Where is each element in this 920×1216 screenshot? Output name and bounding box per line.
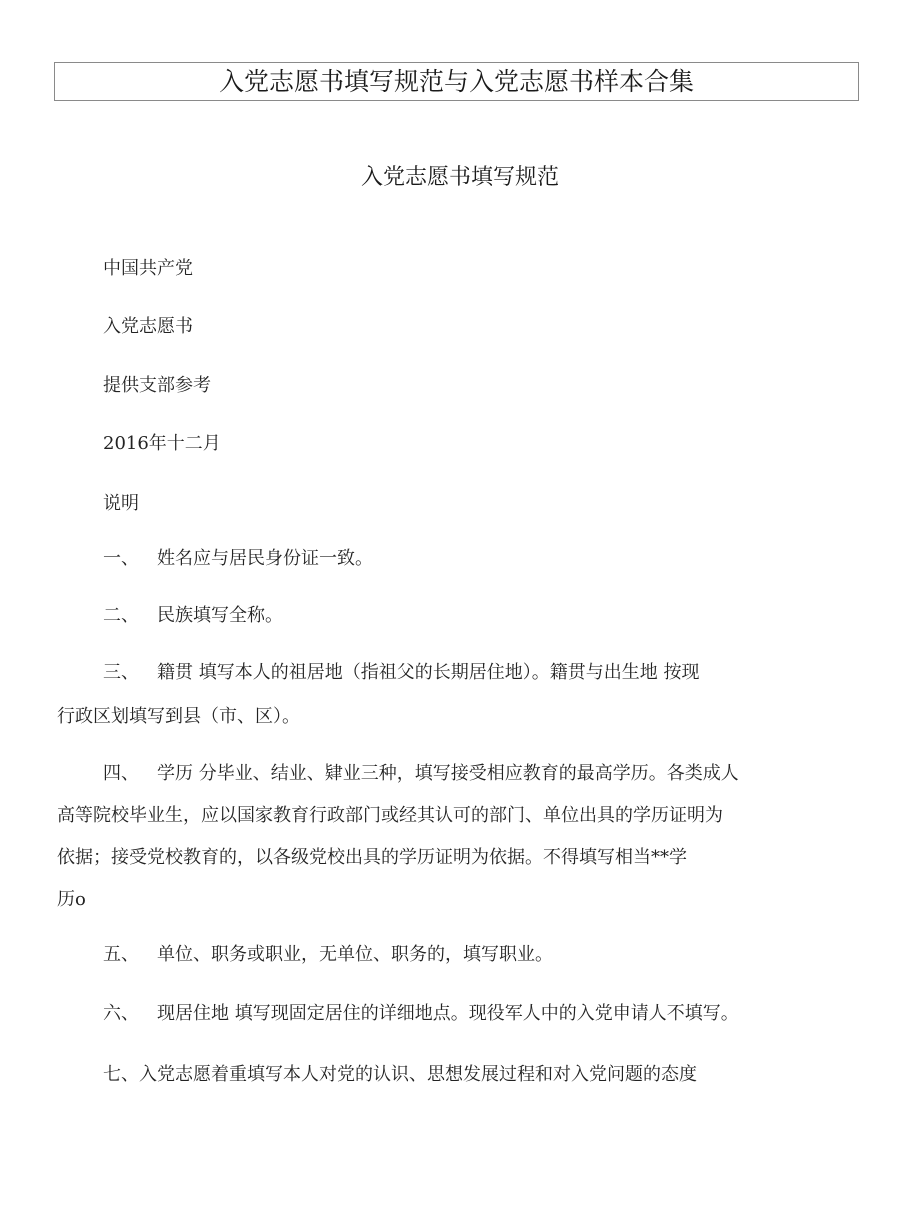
rule-number: 一、 — [103, 548, 139, 569]
rule-item-1 — [103, 545, 373, 573]
note-heading: 说明 — [103, 493, 139, 514]
rule-number: 五、 — [103, 944, 139, 965]
rule-number: 四、 — [103, 763, 139, 784]
rule-item-7: 七、入党志愿着重填写本人对党的认识、思想发展过程和对入党问题的态度 — [103, 1064, 697, 1085]
rule-item-6 — [103, 1000, 739, 1028]
rule-item-4-line-1 — [103, 760, 739, 788]
rule-item-4-line-3: 依据；接受党校教育的，以各级党校出具的学历证明为依据。不得填写相当**学 — [57, 847, 687, 868]
cover-date: 2016年十二月 — [103, 433, 221, 454]
cover-provider: 提供支部参考 — [103, 375, 211, 396]
cover-party: 中国共产党 — [103, 258, 193, 279]
rule-item-3-line-1 — [103, 659, 699, 687]
document-title-box — [54, 62, 859, 101]
rule-item-5 — [103, 941, 553, 969]
rule-number: 三、 — [103, 662, 139, 683]
document-title: 入党志愿书填写规范与入党志愿书样本合集 — [218, 67, 694, 96]
section-title: 入党志愿书填写规范 — [360, 165, 559, 190]
rule-text: 现居住地 填写现固定居住的详细地点。现役军人中的入党申请人不填写。 — [157, 1003, 739, 1024]
cover-book: 入党志愿书 — [103, 316, 193, 337]
rule-number: 六、 — [103, 1003, 139, 1024]
rule-text: 民族填写全称。 — [157, 605, 283, 626]
rule-item-2 — [103, 602, 283, 630]
rule-item-4-line-4: 历o — [57, 889, 86, 910]
rule-number: 二、 — [103, 605, 139, 626]
rule-item-3-line-2: 行政区划填写到县（市、区）。 — [57, 706, 300, 727]
rule-text: 籍贯 填写本人的祖居地（指祖父的长期居住地）。籍贯与出生地 按现 — [157, 662, 700, 683]
rule-text: 学历 分毕业、结业、肄业三种，填写接受相应教育的最高学历。各类成人 — [157, 763, 739, 784]
rule-text: 单位、职务或职业，无单位、职务的，填写职业。 — [157, 944, 553, 965]
rule-text: 姓名应与居民身份证一致。 — [157, 548, 373, 569]
rule-item-4-line-2: 高等院校毕业生，应以国家教育行政部门或经其认可的部门、单位出具的学历证明为 — [57, 805, 723, 826]
